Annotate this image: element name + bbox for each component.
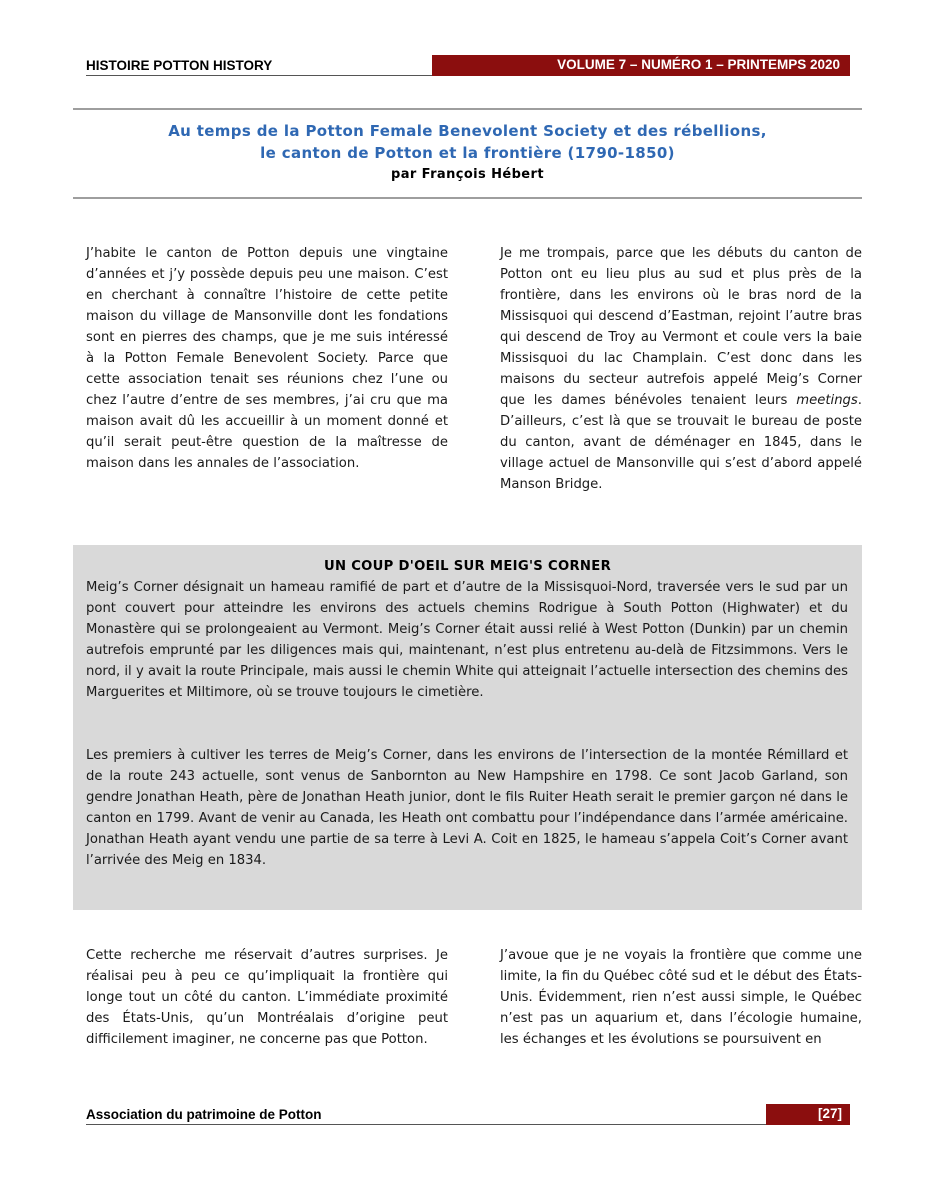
paragraph-text-end: . D’ailleurs, c’est là que se trouvait le bureau de poste du canton, avant de déménager en 1845, dans le village actuel de Mansonville qui s’est d’abord appelé Manson Bridge. xyxy=(500,393,862,492)
italic-word: meetings xyxy=(796,393,858,408)
paragraph-intro: J’habite le canton de Potton depuis une vingtaine d’années et j’y possède depuis peu une maison. C’est en cherchant à connaître l’histoire de cette petite maison du village de Mansonville dont les fondations sont en pierres des champs, que je me suis intéressé à la Potton Female Benevolent Society. Parce que cette association tenait ses réunions chez l’une ou chez l’autre d’entre de ses membres, j’ai cru que ma maison avait dû les accueillir à un moment donné et qu’il serait peut-être question de la maîtresse de maison dans les annales de l’association. xyxy=(86,246,448,471)
issue-label: VOLUME 7 – NUMÉRO 1 – PRINTEMPS 2020 xyxy=(557,57,840,72)
column-1 xyxy=(86,243,448,474)
running-header-title: HISTOIRE POTTON HISTORY xyxy=(86,58,273,73)
column-3 xyxy=(86,945,448,1050)
article-title xyxy=(73,120,862,164)
paragraph-meigs-corner xyxy=(500,243,862,495)
article-title-line-2: le canton de Potton et la frontière (1790-1850) xyxy=(260,144,675,162)
header-issue-band xyxy=(432,55,850,76)
footer-page-band xyxy=(766,1104,850,1125)
article-byline: par François Hébert xyxy=(391,167,544,182)
footer-association: Association du patrimoine de Potton xyxy=(86,1107,322,1122)
sidebar-paragraph-1: Meig’s Corner désignait un hameau ramifié de part et d’autre de la Missisquoi-Nord, traversée vers le sud par un pont couvert pour atteindre les environs des actuels chemins Rodrigue à South Potton (Highwater) et du Monastère qui se prolongeaient au Vermont. Meig’s Corner était aussi relié à West Potton (Dunkin) par un chemin autrefois emprunté par les diligences mais qui, maintenant, n’est plus entretenu au-delà de Fitzsimmons. Vers le nord, il y avait la route Principale, mais aussi le chemin White qui atteignait l’actuelle intersection des chemins des Marguerites et Miltimore, où se trouve toujours le cimetière. xyxy=(86,580,848,700)
sidebar-title: UN COUP D'OEIL SUR MEIG'S CORNER xyxy=(323,559,612,574)
page-number: [27] xyxy=(817,1106,842,1121)
sidebar-paragraph-2: Les premiers à cultiver les terres de Meig’s Corner, dans les environs de l’intersection de la montée Rémillard et de la route 243 actuelle, sont venus de Sanbornton au New Hampshire en 1798. Ce sont Jacob Garland, son gendre Jonathan Heath, père de Jonathan Heath junior, dont le fils Ruiter Heath serait le premier garçon né dans le canton en 1799. Avant de venir au Canada, les Heath ont combattu pour l’indépendance dans l’armée américaine. Jonathan Heath ayant vendu une partie de sa terre à Levi A. Coit en 1825, le hameau s’appela Coit’s Corner avant l’arrivée des Meig en 1834. xyxy=(86,748,848,868)
paragraph-frontier: J’avoue que je ne voyais la frontière que comme une limite, la fin du Québec côté sud et le début des États-Unis. Évidemment, rien n’est aussi simple, le Québec n’est pas un aquarium et, dans l’écologie humaine, les échanges et les évolutions se poursuivent en xyxy=(500,948,862,1047)
paragraph-surprises: Cette recherche me réservait d’autres surprises. Je réalisai peu à peu ce qu’impliquait la frontière qui longe tout un côté du canton. L’immédiate proximité des États-Unis, qu’un Montréalais d’origine peut difficilement imaginer, ne concerne pas que Potton. xyxy=(86,948,448,1047)
footer-rule xyxy=(86,1124,850,1125)
column-4 xyxy=(500,945,862,1050)
paragraph-text-start: Je me trompais, parce que les débuts du canton de Potton ont eu lieu plus au sud et plus près de la frontière, dans les environs où le bras nord de la Missisquoi qui descend d’Eastman, rejoint l’autre bras qui descend de Troy au Vermont et coule vers la baie Missisquoi du lac Champlain. C’est donc dans les maisons du secteur autrefois appelé Meig’s Corner que les dames bénévoles tenaient leurs xyxy=(500,246,862,408)
title-bottom-rule xyxy=(73,197,862,199)
sidebar-box xyxy=(73,545,862,910)
article-title-line-1: Au temps de la Potton Female Benevolent Society et des rébellions, xyxy=(168,122,767,140)
column-2 xyxy=(500,243,862,495)
title-top-rule xyxy=(73,108,862,110)
